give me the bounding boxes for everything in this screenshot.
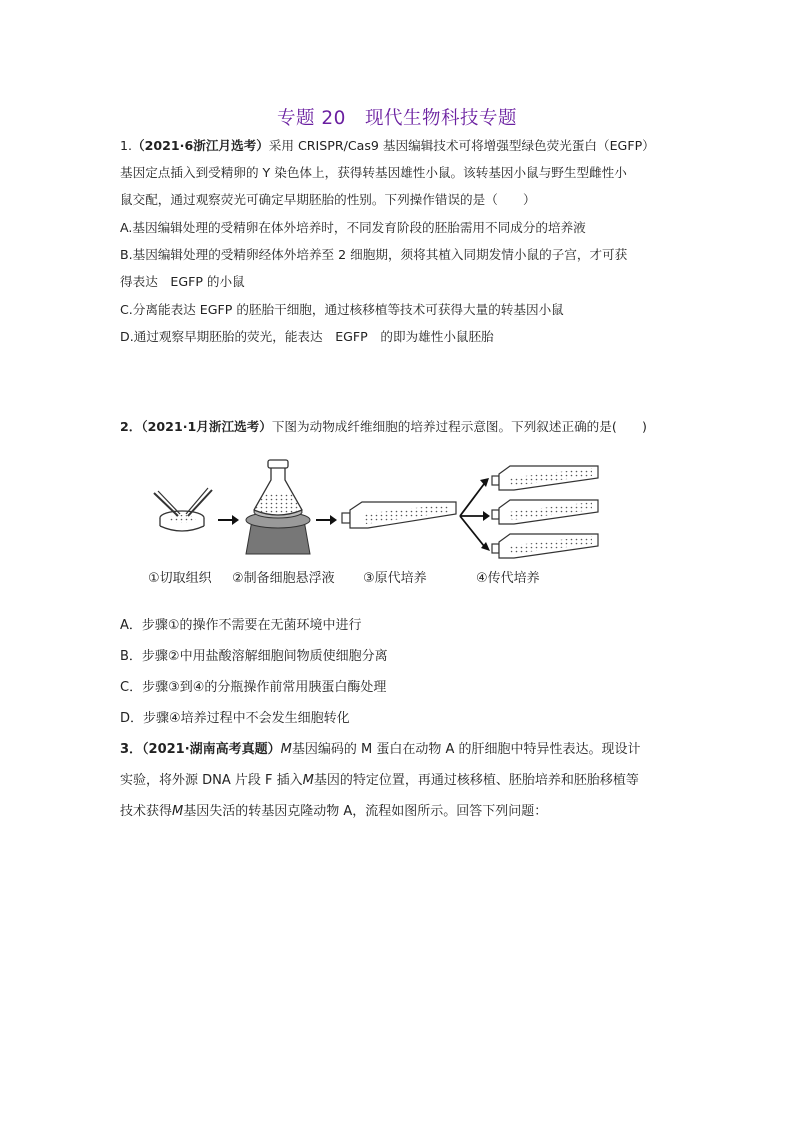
q2-option-b: B．步骤②中用盐酸溶解细胞间物质使细胞分离 [120,649,388,664]
q1-line-1 [120,137,655,155]
q1-stem-2: 基因定点插入到受精卵的 Y 染色体上，获得转基因雄性小鼠。该转基因小鼠与野生型雌性小 [120,165,627,180]
cell-culture-diagram [140,458,620,568]
q1-option-c: C.分离能表达 EGFP 的胚胎干细胞，通过核移植等技术可获得大量的转基因小鼠 [120,302,564,317]
q2-number: 2． [120,419,142,434]
q2-option-c: C．步骤③到④的分瓶操作前常用胰蛋白酶处理 [120,680,387,695]
q1-source: （2021·6浙江月选考） [132,138,269,153]
arrow-icon [218,515,239,525]
q3-source: （2021·湖南高考真题） [142,742,281,757]
q1-option-b-cont: 得表达 EGFP 的小鼠 [120,274,245,289]
q2-source: （2021·1月浙江选考） [141,419,272,434]
arrow-icon [316,515,337,525]
q1-option-a: A.基因编辑处理的受精卵在体外培养时，不同发育阶段的胚胎需用不同成分的培养液 [120,220,586,235]
q1-stem-3: 鼠交配，通过观察荧光可确定早期胚胎的性别。下列操作错误的是（ ） [120,192,536,207]
q3-gene-symbol: M [172,804,184,819]
caption-step-3: ③原代培养 [363,571,427,586]
q3-line-2 [120,772,639,790]
q3-number: 3． [120,742,143,757]
branch-arrows-icon [460,478,490,551]
q3-text-3a: 技术获得 [120,804,173,819]
q2-option-a: A．步骤①的操作不需要在无菌环境中进行 [120,618,362,633]
q3-line-1 [120,741,641,759]
subculture-flask-icon [492,500,598,524]
page-title: 专题 20 现代生物科技专题 [277,108,517,129]
q3-text-3b: 基因失活的转基因克隆动物 A，流程如图所示。回答下列问题： [183,804,548,819]
q3-text-1: 基因编码的 M 蛋白在动物 A 的肝细胞中特异性表达。现设计 [291,742,641,757]
subculture-flask-icon [492,466,598,490]
caption-step-2: ②制备细胞悬浮液 [232,571,335,586]
primary-culture-flask-icon [342,502,456,528]
subculture-flask-icon [492,534,598,558]
caption-step-4: ④传代培养 [476,571,540,586]
petri-dish-with-forceps-icon [154,488,212,531]
q2-line-1 [120,418,647,436]
q1-option-b: B.基因编辑处理的受精卵经体外培养至 2 细胞期，须将其植入同期发情小鼠的子宫，才可获 [120,247,628,262]
q1-stem-1: 采用 CRISPR/Cas9 基因编辑技术可将增强型绿色荧光蛋白（EGFP） [268,138,655,153]
caption-step-1: ①切取组织 [148,571,212,586]
q3-text-2b: 基因的特定位置，再通过核移植、胚胎培养和胚胎移植等 [313,773,639,788]
q1-option-d: D.通过观察早期胚胎的荧光，能表达 EGFP 的即为雄性小鼠胚胎 [120,329,494,344]
q3-gene-symbol: M [280,742,292,757]
q2-option-d: D．步骤④培养过程中不会发生细胞转化 [120,711,350,726]
q1-number: 1. [120,138,133,153]
q3-text-2: 实验，将外源 DNA 片段 F 插入 [120,773,303,788]
q3-line-3 [120,803,547,821]
q3-gene-symbol: M [302,773,314,788]
flask-on-stirrer-icon [246,460,310,554]
q2-stem: 下图为动物成纤维细胞的培养过程示意图。下列叙述正确的是( ) [271,419,647,434]
